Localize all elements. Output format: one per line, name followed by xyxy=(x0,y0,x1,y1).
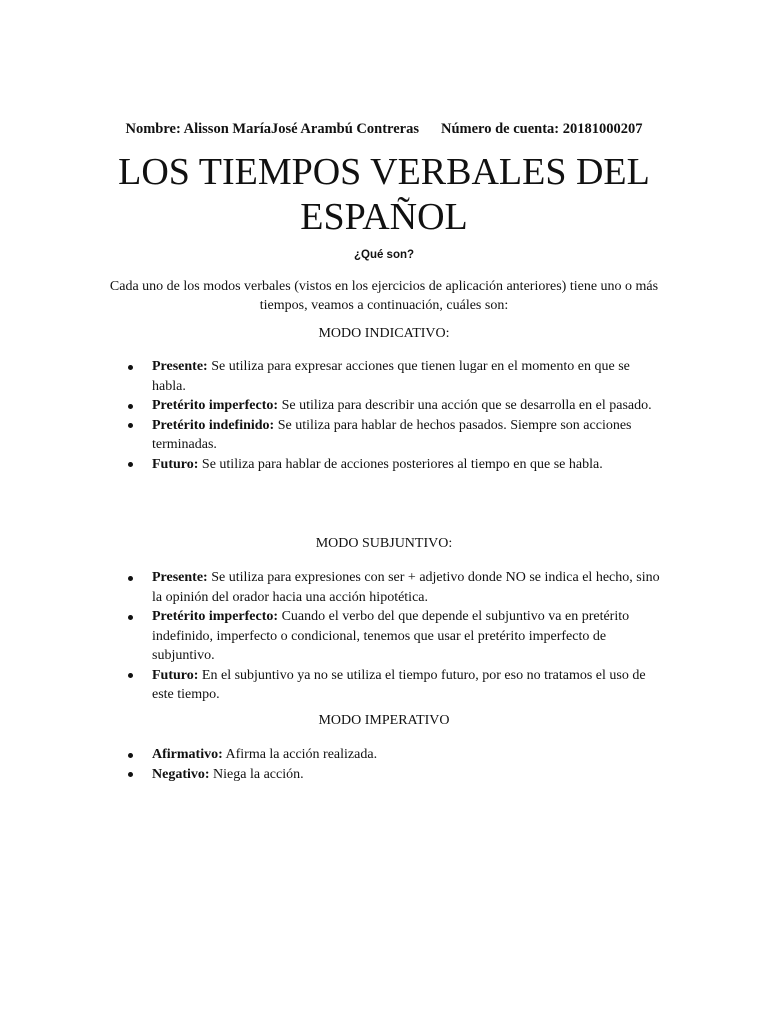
document-title: LOS TIEMPOS VERBALES DEL ESPAÑOL xyxy=(118,151,650,238)
list-item-text: En el subjuntivo ya no se utiliza el tiempo futuro, por eso no tratamos el uso de este tiempo. xyxy=(152,667,646,702)
bullet-icon xyxy=(128,673,133,678)
list-item-term: Pretérito imperfecto: xyxy=(152,609,279,624)
intro-paragraph: Cada uno de los modos verbales (vistos en los ejercicios de aplicación anteriores) tiene uno o más tiempos, veamos a continuación, cuáles son: xyxy=(109,279,659,313)
list-item xyxy=(124,745,664,765)
list-item-text: Se utiliza para describir una acción que se desarrolla en el pasado. xyxy=(278,398,652,413)
student-name: Nombre: Alisson MaríaJosé Arambú Contreras xyxy=(125,121,419,137)
list-item xyxy=(124,357,664,396)
list-item xyxy=(124,666,664,705)
list-item xyxy=(124,568,664,607)
list-item-term: Negativo: xyxy=(152,766,210,782)
list-item-text: Cuando el verbo del que depende el subjuntivo va en pretérito indefinido, imperfecto o condicional, tenemos que usar el pretérito imperfecto de subjuntivo. xyxy=(152,609,630,663)
list-indicativo xyxy=(124,357,664,474)
header-line xyxy=(0,121,768,138)
list-item-term: Presente: xyxy=(152,570,208,585)
list-item-text: Se utiliza para hablar de hechos pasados. Siempre son acciones terminadas. xyxy=(152,417,632,452)
list-item xyxy=(124,765,664,785)
list-item-text: Afirma la acción realizada. xyxy=(222,747,378,762)
bullet-icon xyxy=(128,423,133,428)
bullet-icon xyxy=(128,404,133,409)
section-heading-imperativo: MODO IMPERATIVO xyxy=(318,713,450,728)
section-heading-indicativo: MODO INDICATIVO: xyxy=(318,326,450,341)
list-item xyxy=(124,607,664,666)
account-number: Número de cuenta: 20181000207 xyxy=(440,121,643,137)
bullet-icon xyxy=(128,753,133,758)
list-item-text: Se utiliza para expresar acciones que tienen lugar en el momento en que se habla. xyxy=(152,359,630,394)
list-item-term: Afirmativo: xyxy=(152,747,223,762)
bullet-icon xyxy=(128,462,133,467)
bullet-icon xyxy=(128,615,133,620)
bullet-icon xyxy=(128,576,133,581)
list-item-term: Pretérito imperfecto: xyxy=(152,398,279,413)
list-item-term: Futuro: xyxy=(152,667,199,683)
bullet-icon xyxy=(128,772,133,777)
section-heading-subjuntivo: MODO SUBJUNTIVO: xyxy=(315,536,453,551)
bullet-icon xyxy=(128,365,133,370)
list-item xyxy=(124,416,664,455)
document-subtitle: ¿Qué son? xyxy=(353,249,415,261)
list-item-text: Se utiliza para hablar de acciones posteriores al tiempo en que se habla. xyxy=(198,456,603,472)
list-item-text: Niega la acción. xyxy=(209,766,304,782)
list-item-term: Presente: xyxy=(152,359,208,374)
list-subjuntivo xyxy=(124,568,664,705)
list-item xyxy=(124,455,664,475)
list-item-term: Futuro: xyxy=(152,456,199,472)
list-item xyxy=(124,396,664,416)
list-item-term: Pretérito indefinido: xyxy=(152,417,275,433)
list-imperativo xyxy=(124,745,664,784)
list-item-text: Se utiliza para expresiones con ser + adjetivo donde NO se indica el hecho, sino la opinión del orador hacia una acción hipotética. xyxy=(152,570,660,605)
